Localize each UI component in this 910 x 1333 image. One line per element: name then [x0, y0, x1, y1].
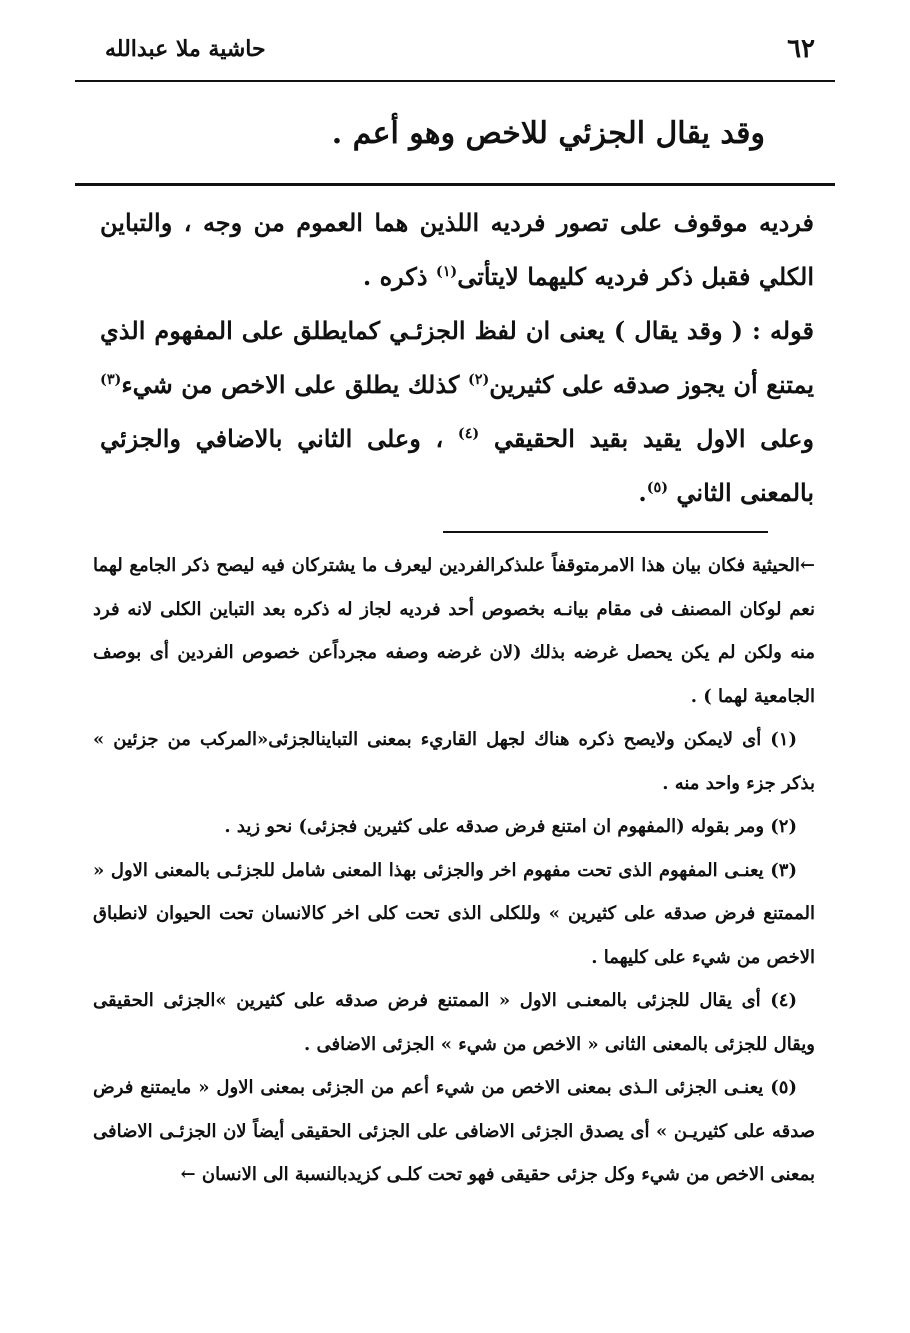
footnote-separator — [443, 531, 768, 533]
footnote-2: (٢) ومر بقوله (المفهوم ان امتنع فرض صدقه على كثيرين فجزئى) نحو زيد . — [224, 816, 797, 837]
running-title: حاشية ملا عبدالله — [105, 36, 266, 62]
page-header — [75, 32, 815, 72]
commentary — [100, 196, 814, 520]
header-rule — [75, 80, 835, 82]
footnote-ref-5: (٥) — [646, 479, 669, 496]
footnote-ref-4: (٤) — [457, 425, 480, 442]
footnote-ref-3: (٣) — [100, 371, 122, 388]
main-text-rule — [75, 183, 835, 186]
page-number: ٦٢ — [787, 34, 815, 64]
footnote-ref-2: (٢) — [467, 371, 490, 388]
footnote-3: (٣) يعنـى المفهوم الذى تحت مفهوم اخر والجزئى بهذا المعنى شامل للجزئـى بالمعنى الاول « الممتنع فرض صدقه على كثيرين » وللكلى الذى تحت كلى اخر كالانسان تحت الحيوان لانطباق الاخص من شيء على كليهما . — [93, 859, 815, 968]
footnote-5: (٥) يعنـى الجزئى الـذى بمعنى الاخص من شيء أعم من الجزئى بمعنى الاول « مايمتنع فرض صدقه على كثيريـن » أى يصدق الجزئى الاضافى على الجزئى الحقيقى أيضاً لان الجزئـى الاضافى بمعنى الاخص من شيء وكل جزئى حقيقى فهو تحت كلـى كزيدبالنسبة الى الانسان ← — [93, 1077, 815, 1185]
footnote-4: (٤) أى يقال للجزئى بالمعنـى الاول « الممتنع فرض صدقه على كثيرين »الجزئى الحقيقى ويقال للجزئى بالمعنى الثانى « الاخص من شيء » الجزئى الاضافى . — [93, 990, 815, 1055]
footnote-ref-1: (١) — [435, 263, 458, 280]
commentary-paragraph-2: قوله : ( وقد يقال ) يعنى ان لفظ الجزئـي كمايطلق على المفهوم الذي يمتنع أن يجوز صدقه على كثيرين$^{(٢)}$ كذلك يطلق على الاخص من شيء$^{(٣)}$ وعلى الاول يقيد بقيد الحقيقي $^{(٤)}$ ، وعلى الثاني بالاضافي والجزئي بالمعنى الثاني $^{(٥)}$. — [100, 316, 815, 507]
main-text: وقد يقال الجزئي للاخص وهو أعم . — [331, 116, 765, 151]
footnote-continuation: ←الحيثية فكان بيان هذا الامرمتوقفاً علىذكرالفردين ليعرف ما يشتركان فيه ليصح ذكر الجامع لهما نعم لوكان المصنف فى مقام بيانـه بخصوص أحد فرديه لجاز له ذكره بعد التباين الكلى لانه فرد منه ولكن لم يكن يحصل غرضه بذلك (لان غرضه وصفه مجرداًعن خصوص الفردين أى بوصف الجامعية لهما ) . — [93, 555, 815, 707]
footnote-1: (١) أى لايمكن ولايصح ذكره هناك لجهل القاريء بمعنى التباينالجزئى«المركب من جزئين » بذكر جزء واحد منه . — [93, 729, 815, 794]
footnotes — [93, 544, 815, 1197]
commentary-paragraph-1: فرديه موقوف على تصور فرديه اللذين هما العموم من وجه ، والتباين الكلي فقبل ذكر فرديه كليهما لايتأتى$^{(١)}$ ذكره . — [100, 208, 814, 291]
